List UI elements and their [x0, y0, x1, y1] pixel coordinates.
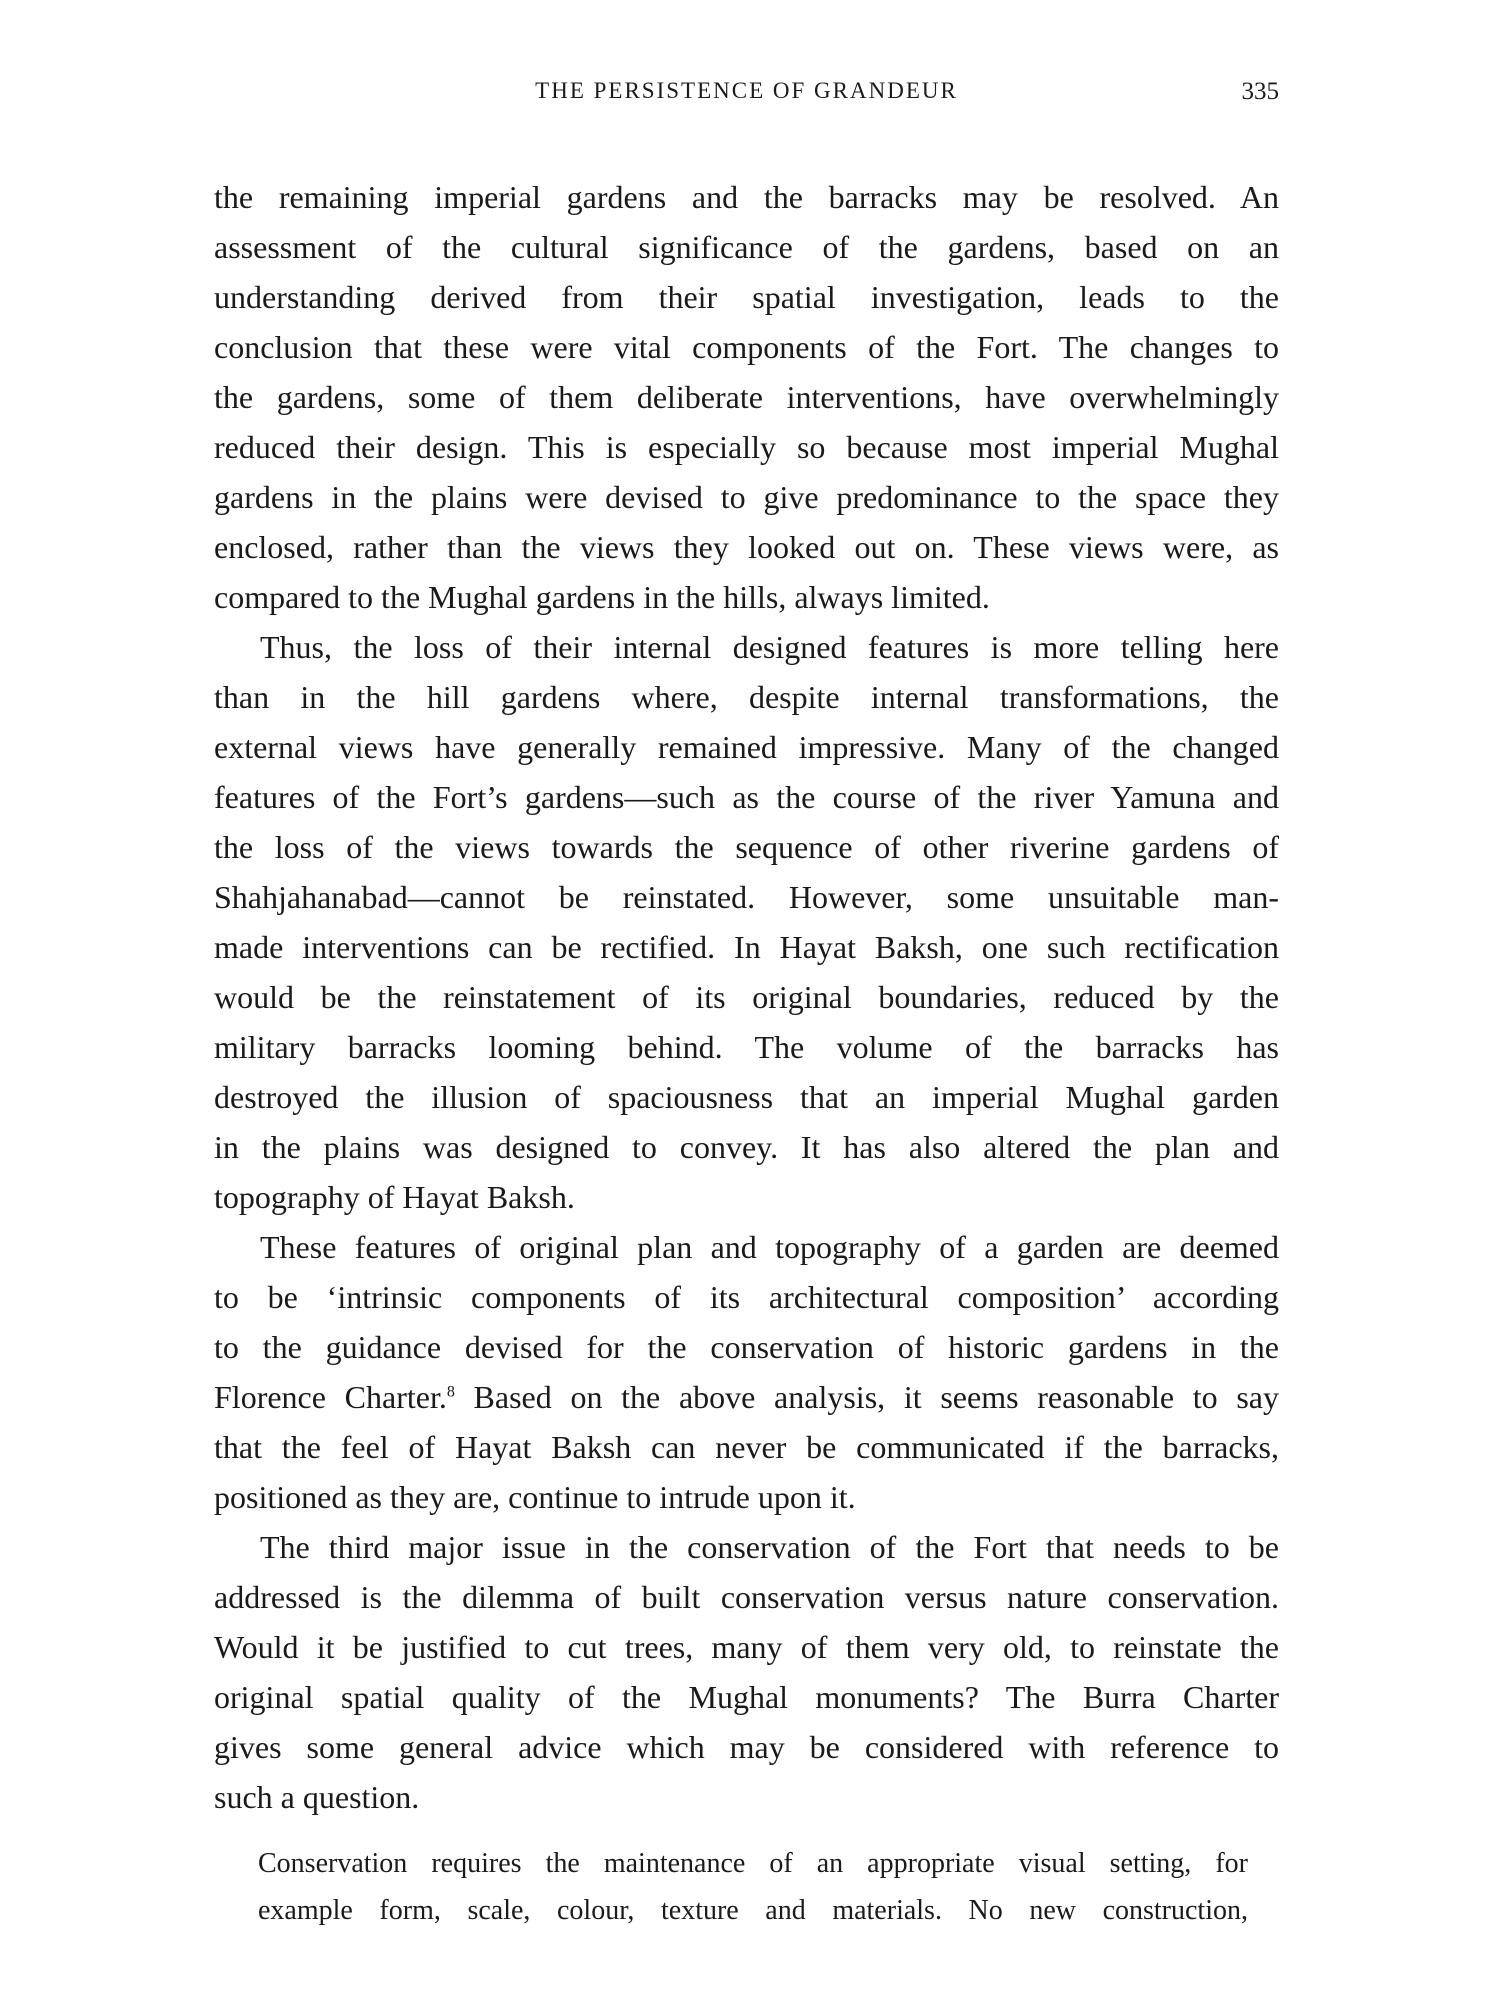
text-line: The third major issue in the conservation of the Fort that needs to be: [260, 1529, 1279, 1565]
text-segment: Based on the above analysis, it seems reasonable to say: [454, 1379, 1279, 1415]
text-line: in the plains was designed to convey. It has also altered the plan and: [214, 1129, 1279, 1165]
text-line: reduced their design. This is especially so because most imperial Mughal: [214, 429, 1279, 465]
footnote-reference[interactable]: 8: [446, 1383, 455, 1401]
text-line: topography of Hayat Baksh.: [214, 1179, 575, 1215]
text-line: than in the hill gardens where, despite internal transformations, the: [214, 679, 1279, 715]
text-line: assessment of the cultural significance of the gardens, based on an: [214, 229, 1279, 265]
text-line: external views have generally remained impressive. Many of the changed: [214, 729, 1279, 765]
text-line: to be ‘intrinsic components of its architectural composition’ according: [214, 1279, 1279, 1315]
text-line: conclusion that these were vital components of the Fort. The changes to: [214, 329, 1279, 365]
paragraph-4: [214, 1522, 1279, 1822]
text-line: Shahjahanabad—cannot be reinstated. However, some unsuitable man-: [214, 879, 1279, 915]
text-line: to the guidance devised for the conservation of historic gardens in the: [214, 1329, 1279, 1365]
text-line: military barracks looming behind. The volume of the barracks has: [214, 1029, 1279, 1065]
text-line: enclosed, rather than the views they looked out on. These views were, as: [214, 529, 1279, 565]
text-line: features of the Fort’s gardens—such as the course of the river Yamuna and: [214, 779, 1279, 815]
text-line: would be the reinstatement of its original boundaries, reduced by the: [214, 979, 1279, 1015]
text-line: gives some general advice which may be considered with reference to: [214, 1729, 1279, 1765]
text-line: that the feel of Hayat Baksh can never be communicated if the barracks,: [214, 1429, 1279, 1465]
text-line: the gardens, some of them deliberate interventions, have overwhelmingly: [214, 379, 1279, 415]
body-text: [214, 172, 1279, 1822]
text-line: positioned as they are, continue to intrude upon it.: [214, 1479, 856, 1515]
paragraph-3: [214, 1222, 1279, 1522]
text-line: Thus, the loss of their internal designed features is more telling here: [260, 629, 1279, 665]
text-line: the remaining imperial gardens and the barracks may be resolved. An: [214, 179, 1279, 215]
quote-line: Conservation requires the maintenance of an appropriate visual setting, for: [258, 1848, 1248, 1879]
quote-line: example form, scale, colour, texture and materials. No new construction,: [258, 1895, 1248, 1926]
text-segment: Florence Charter.: [214, 1379, 447, 1415]
text-line: These features of original plan and topography of a garden are deemed: [260, 1229, 1279, 1265]
running-head: [214, 78, 1279, 114]
text-line: Would it be justified to cut trees, many of them very old, to reinstate the: [214, 1629, 1279, 1665]
text-line-with-footnote: [214, 1372, 1279, 1422]
block-quote: [258, 1840, 1248, 1934]
text-line: addressed is the dilemma of built conservation versus nature conservation.: [214, 1579, 1279, 1615]
text-line: such a question.: [214, 1779, 420, 1815]
text-line: made interventions can be rectified. In Hayat Baksh, one such rectification: [214, 929, 1279, 965]
text-line: destroyed the illusion of spaciousness that an imperial Mughal garden: [214, 1079, 1279, 1115]
text-line: compared to the Mughal gardens in the hills, always limited.: [214, 579, 990, 615]
paragraph-2: [214, 622, 1279, 1222]
running-title: THE PERSISTENCE OF GRANDEUR: [535, 78, 958, 103]
text-line: the loss of the views towards the sequence of other riverine gardens of: [214, 829, 1279, 865]
page-number: 335: [1241, 78, 1279, 105]
text-line: original spatial quality of the Mughal monuments? The Burra Charter: [214, 1679, 1279, 1715]
text-line: gardens in the plains were devised to give predominance to the space they: [214, 479, 1279, 515]
text-line: understanding derived from their spatial investigation, leads to the: [214, 279, 1279, 315]
paragraph-1: [214, 172, 1279, 622]
